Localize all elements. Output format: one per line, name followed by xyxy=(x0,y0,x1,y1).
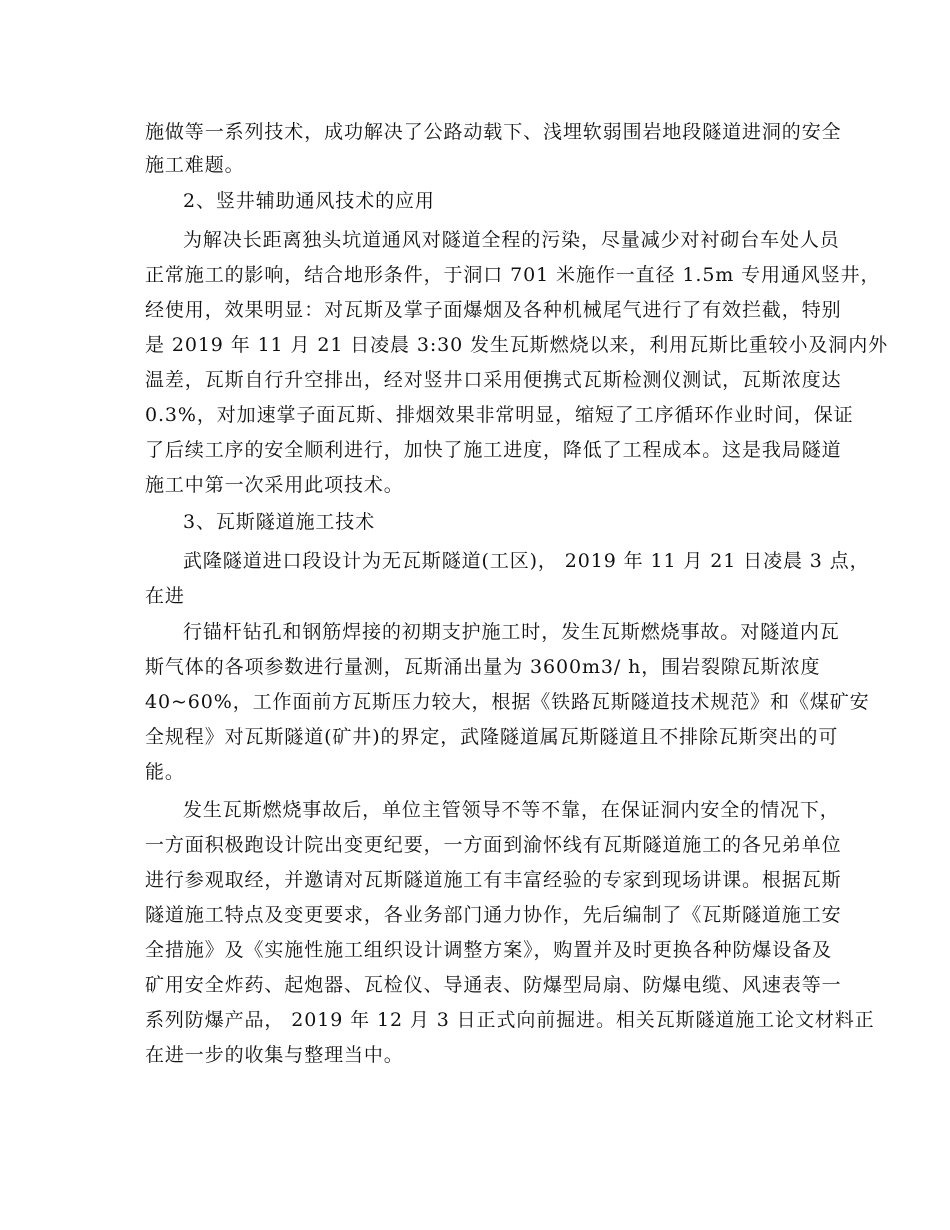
paragraph-line: 斯气体的各项参数进行量测，瓦斯涌出量为 3600m3/ h，围岩裂隙瓦斯浓度 xyxy=(145,656,821,678)
paragraph-line: 0.3%，对加速掌子面瓦斯、排烟效果非常明显，缩短了工序循环作业时间，保证 xyxy=(145,404,854,426)
paragraph-line: 温差，瓦斯自行升空排出，经对竖井口采用便携式瓦斯检测仪测试，瓦斯浓度达 xyxy=(145,369,842,391)
paragraph-line: 行锚杆钻孔和钢筋焊接的初期支护施工时，发生瓦斯燃烧事故。对隧道内瓦 xyxy=(183,621,840,643)
paragraph-line: 全措施》及《实施性施工组织设计调整方案》，购置并及时更换各种防爆设备及 xyxy=(145,939,833,961)
paragraph-line: 一方面积极跑设计院出变更纪要，一方面到渝怀线有瓦斯隧道施工的各兄弟单位 xyxy=(145,834,842,856)
paragraph-line: 经使用，效果明显：对瓦斯及掌子面爆烟及各种机械尾气进行了有效拦截，特别 xyxy=(145,299,842,321)
section-heading: 3、瓦斯隧道施工技术 xyxy=(183,511,376,533)
paragraph-line: 施工难题。 xyxy=(145,154,245,176)
paragraph-line: 在进 xyxy=(145,585,185,607)
paragraph-line: 发生瓦斯燃烧事故后，单位主管领导不等不靠，在保证洞内安全的情况下， xyxy=(183,799,840,821)
paragraph-line: 系列防爆产品， 2019 年 12 月 3 日正式向前掘进。相关瓦斯隧道施工论文材料正 xyxy=(145,1009,875,1031)
paragraph-line: 能。 xyxy=(145,761,185,783)
paragraph-line: 40~60%，工作面前方瓦斯压力较大，根据《铁路瓦斯隧道技术规范》和《煤矿安 xyxy=(145,691,870,713)
paragraph-line: 正常施工的影响，结合地形条件，于洞口 701 米施作一直径 1.5m 专用通风竖井， xyxy=(145,264,881,286)
paragraph-line: 隧道施工特点及变更要求，各业务部门通力协作，先后编制了《瓦斯隧道施工安 xyxy=(145,904,842,926)
paragraph-line: 进行参观取经，并邀请对瓦斯隧道施工有丰富经验的专家到现场讲课。根据瓦斯 xyxy=(145,869,842,891)
paragraph-line: 全规程》对瓦斯隧道(矿井)的界定，武隆隧道属瓦斯隧道且不排除瓦斯突出的可 xyxy=(145,726,839,748)
paragraph-line: 武隆隧道进口段设计为无瓦斯隧道(工区)， 2019 年 11 月 21 日凌晨 3 点， xyxy=(183,550,870,572)
paragraph-line: 为解决长距离独头坑道通风对隧道全程的污染，尽量减少对衬砌台车处人员 xyxy=(183,229,840,251)
paragraph-line: 施工中第一次采用此项技术。 xyxy=(145,474,404,496)
paragraph-line: 是 2019 年 11 月 21 日凌晨 3:30 发生瓦斯燃烧以来，利用瓦斯比重较小及洞内外 xyxy=(145,334,888,356)
paragraph-line: 矿用安全炸药、起炮器、瓦检仪、导通表、防爆型局扇、防爆电缆、风速表等一 xyxy=(145,974,842,996)
section-heading: 2、竖井辅助通风技术的应用 xyxy=(183,190,435,212)
paragraph-line: 施做等一系列技术，成功解决了公路动载下、浅埋软弱围岩地段隧道进洞的安全 xyxy=(145,121,842,143)
paragraph-line: 在进一步的收集与整理当中。 xyxy=(145,1044,404,1066)
paragraph-line: 了后续工序的安全顺利进行，加快了施工进度，降低了工程成本。这是我局隧道 xyxy=(145,439,842,461)
